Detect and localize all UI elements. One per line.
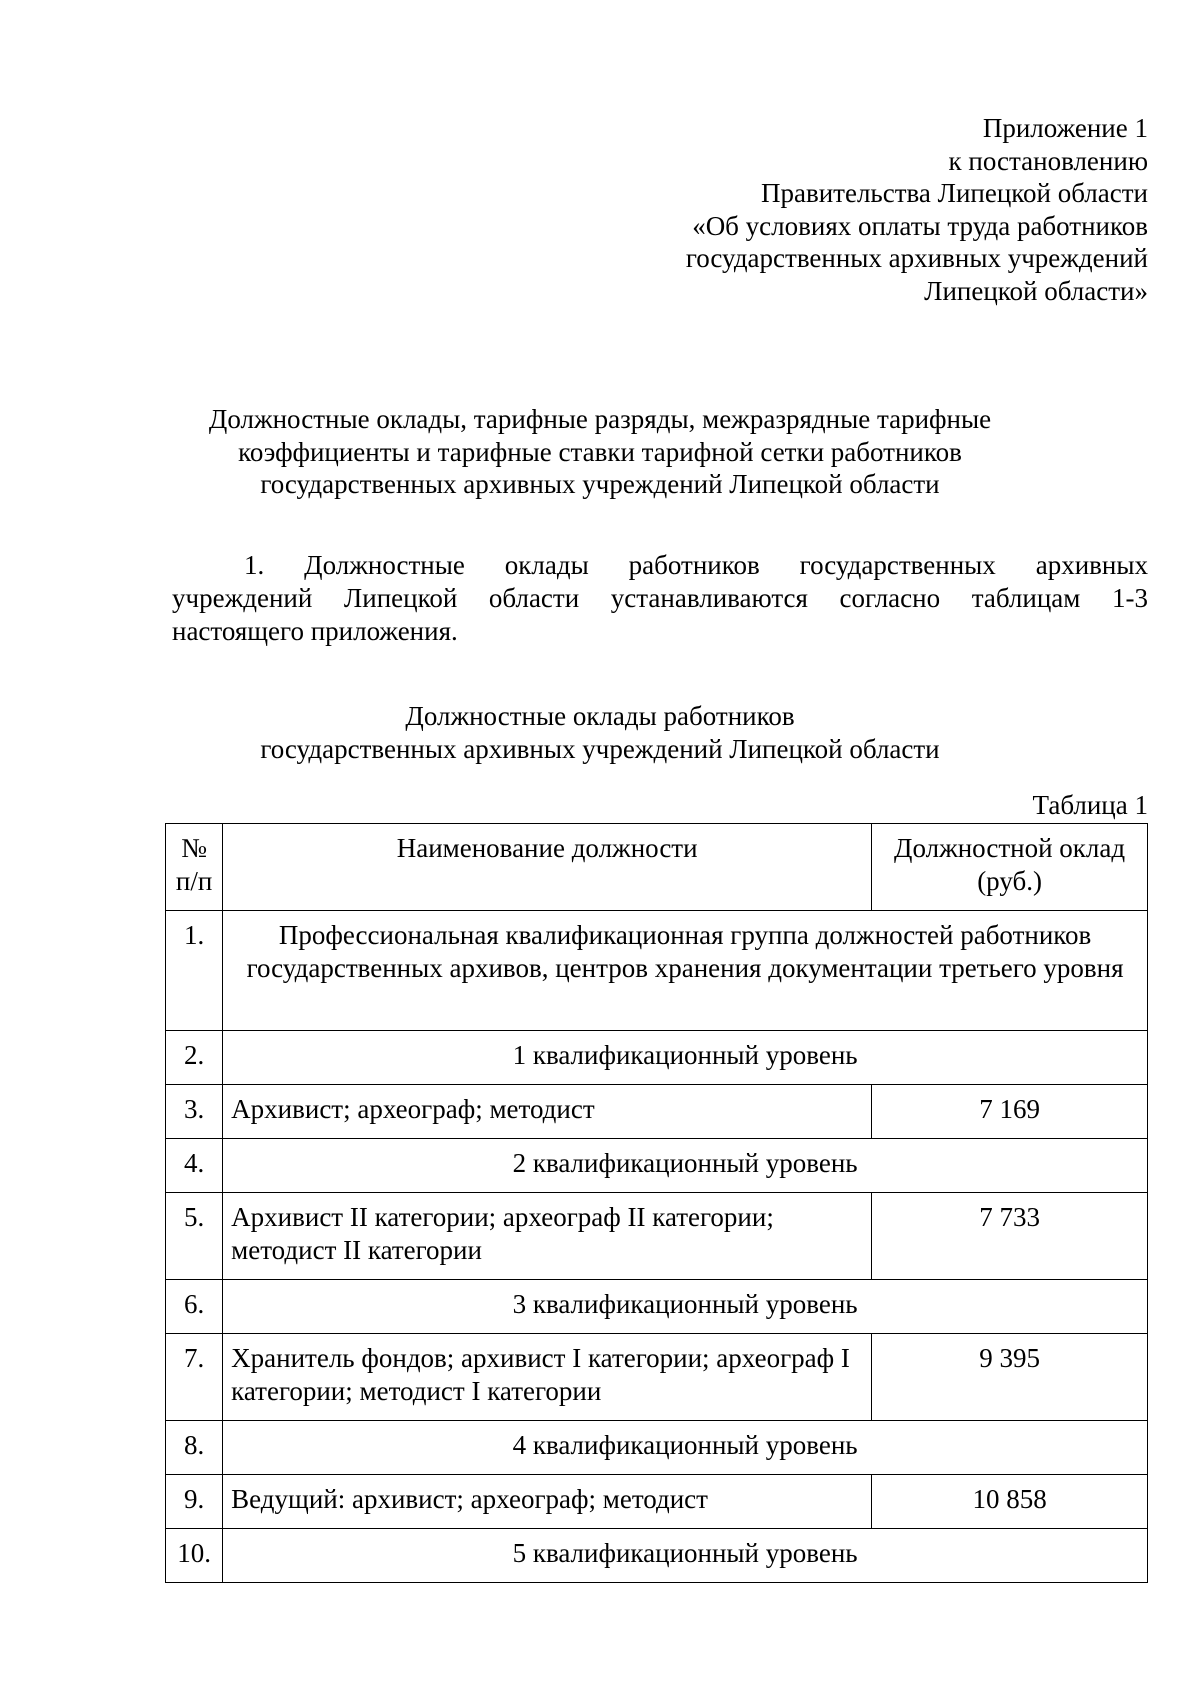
- header-name: Наименование должности: [223, 824, 872, 911]
- row-num: 5.: [166, 1193, 223, 1280]
- main-title-line: государственных архивных учреждений Липецкой области: [260, 469, 940, 499]
- row-num: 3.: [166, 1085, 223, 1139]
- row-group-text: Профессиональная квалификационная группа должностей работников государственных архивов, центров хранения документации третьего уровня: [223, 911, 1148, 1031]
- row-salary: 7 733: [872, 1193, 1148, 1280]
- table-row: [166, 1193, 1148, 1280]
- row-level-text: 5 квалификационный уровень: [223, 1529, 1148, 1583]
- row-salary: 9 395: [872, 1334, 1148, 1421]
- table-row: [166, 1031, 1148, 1085]
- row-num: 8.: [166, 1421, 223, 1475]
- row-level-text: 1 квалификационный уровень: [223, 1031, 1148, 1085]
- row-num: 9.: [166, 1475, 223, 1529]
- intro-paragraph: [172, 549, 1148, 648]
- row-position-text: Архивист II категории; археограф II категории; методист II категории: [223, 1193, 872, 1280]
- appendix-line: Приложение 1: [982, 113, 1148, 143]
- table-row: [166, 1529, 1148, 1583]
- header-salary: Должностной оклад (руб.): [872, 824, 1148, 911]
- table-row: [166, 1280, 1148, 1334]
- row-num: 7.: [166, 1334, 223, 1421]
- row-num: 10.: [166, 1529, 223, 1583]
- row-num: 4.: [166, 1139, 223, 1193]
- table-row: [166, 1421, 1148, 1475]
- row-level-text: 3 квалификационный уровень: [223, 1280, 1148, 1334]
- appendix-line: к постановлению: [948, 145, 1148, 176]
- table-title-line: Должностные оклады работников: [405, 701, 795, 731]
- row-num: 6.: [166, 1280, 223, 1334]
- row-level-text: 4 квалификационный уровень: [223, 1421, 1148, 1475]
- row-salary: 7 169: [872, 1085, 1148, 1139]
- table-title-line: государственных архивных учреждений Липецкой области: [260, 733, 940, 764]
- appendix-line: государственных архивных учреждений: [685, 243, 1148, 273]
- table-row: [166, 1085, 1148, 1139]
- row-salary: 10 858: [872, 1475, 1148, 1529]
- main-title-line: Должностные оклады, тарифные разряды, межразрядные тарифные: [208, 404, 992, 434]
- row-position-text: Ведущий: архивист; археограф; методист: [223, 1475, 872, 1529]
- table-row: [166, 1139, 1148, 1193]
- row-position-text: Хранитель фондов; архивист I категории; археограф I категории; методист I категории: [223, 1334, 872, 1421]
- table-row: [166, 1475, 1148, 1529]
- appendix-line: «Об условиях оплаты труда работников: [692, 210, 1148, 241]
- appendix-line: Липецкой области»: [924, 275, 1148, 306]
- appendix-line: Правительства Липецкой области: [760, 178, 1148, 208]
- row-position-text: Архивист; археограф; методист: [223, 1085, 872, 1139]
- header-num: № п/п: [166, 824, 223, 911]
- paragraph-line: настоящего приложения.: [172, 616, 458, 646]
- paragraph-line: 1. Должностные оклады работников государственных архивных: [244, 550, 1148, 580]
- row-level-text: 2 квалификационный уровень: [223, 1139, 1148, 1193]
- paragraph-line: учреждений Липецкой области устанавливаются согласно таблицам 1-3: [172, 583, 1148, 613]
- main-title: [0, 403, 1200, 501]
- row-num: 2.: [166, 1031, 223, 1085]
- table-label: Таблица 1: [1032, 790, 1148, 820]
- main-title-line: коэффициенты и тарифные ставки тарифной сетки работников: [238, 436, 962, 467]
- table-row: [166, 911, 1148, 1031]
- salary-table: [165, 823, 1148, 1583]
- appendix-header: [686, 112, 1148, 307]
- table-header-row: [166, 824, 1148, 911]
- row-num: 1.: [166, 911, 223, 1031]
- table-row: [166, 1334, 1148, 1421]
- table-title: [0, 700, 1200, 765]
